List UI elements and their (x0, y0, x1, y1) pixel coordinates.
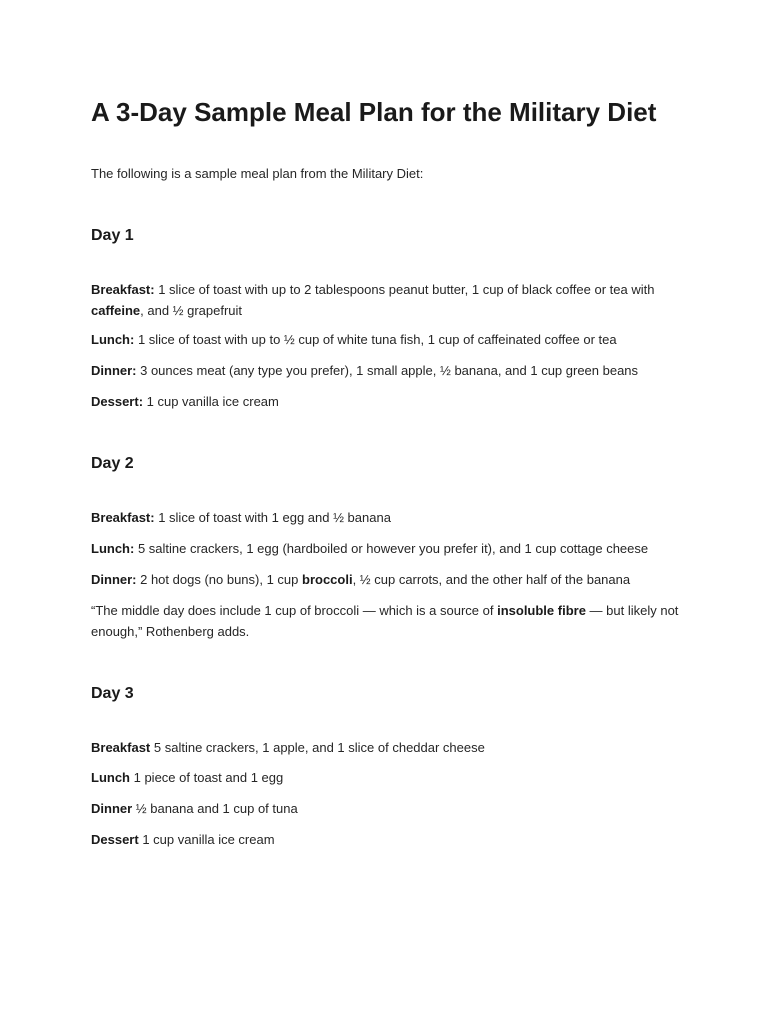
quote-text: — but likely not enough,” Rothenberg adds. (91, 603, 679, 639)
meal-text: 5 saltine crackers, 1 egg (hardboiled or however you prefer it), and 1 cup cottage cheese (134, 541, 649, 556)
meal-text: , and ½ grapefruit (140, 303, 243, 318)
meal-text: ½ banana and 1 cup of tuna (132, 801, 298, 816)
day-2-lunch (91, 538, 681, 559)
meal-text: 1 cup vanilla ice cream (138, 832, 275, 847)
meal-label: Dinner: (91, 572, 137, 587)
intro-text: The following is a sample meal plan from the Military Diet: (91, 166, 424, 181)
meal-label: Dessert: (91, 394, 144, 409)
meal-label: Breakfast (91, 740, 151, 755)
meal-text: 3 ounces meat (any type you prefer), 1 small apple, ½ banana, and 1 cup green beans (136, 363, 639, 378)
caffeine-term: caffeine (91, 303, 141, 318)
day-1-dinner (91, 360, 681, 381)
meal-label: Dinner: (91, 363, 137, 378)
day-1-lunch (91, 329, 681, 350)
meal-label: Dessert (91, 832, 139, 847)
meal-label: Breakfast: (91, 282, 155, 297)
meal-text: 1 piece of toast and 1 egg (130, 770, 284, 785)
insoluble-fibre-term: insoluble fibre (497, 603, 586, 618)
meal-label: Lunch: (91, 332, 135, 347)
day-2-dinner (91, 569, 681, 590)
meal-label: Breakfast: (91, 510, 155, 525)
meal-text: 2 hot dogs (no buns), 1 cup (136, 572, 302, 587)
day-1-breakfast (91, 279, 681, 321)
broccoli-term: broccoli (302, 572, 353, 587)
page-title: A 3-Day Sample Meal Plan for the Military Diet (91, 97, 657, 127)
meal-label: Dinner (91, 801, 133, 816)
day-1-dessert (91, 391, 681, 412)
quote-text: “The middle day does include 1 cup of broccoli — which is a source of (91, 603, 498, 618)
meal-text: , ½ cup carrots, and the other half of the banana (352, 572, 631, 587)
day-3-breakfast (91, 737, 681, 758)
meal-text: 1 slice of toast with 1 egg and ½ banana (154, 510, 391, 525)
meal-label: Lunch: (91, 541, 135, 556)
meal-text: 1 slice of toast with up to 2 tablespoons peanut butter, 1 cup of black coffee or tea with (154, 282, 655, 297)
rothenberg-quote (91, 600, 681, 642)
meal-text: 1 slice of toast with up to ½ cup of white tuna fish, 1 cup of caffeinated coffee or tea (134, 332, 617, 347)
day-3-lunch (91, 767, 681, 788)
meal-text: 5 saltine crackers, 1 apple, and 1 slice of cheddar cheese (150, 740, 485, 755)
day-3-heading: Day 3 (91, 685, 134, 702)
day-3-dinner (91, 798, 681, 819)
day-1-heading: Day 1 (91, 227, 134, 244)
day-2-breakfast (91, 507, 681, 528)
day-2-heading: Day 2 (91, 455, 134, 472)
day-3-dessert (91, 829, 681, 850)
meal-text: 1 cup vanilla ice cream (143, 394, 279, 409)
meal-label: Lunch (91, 770, 130, 785)
